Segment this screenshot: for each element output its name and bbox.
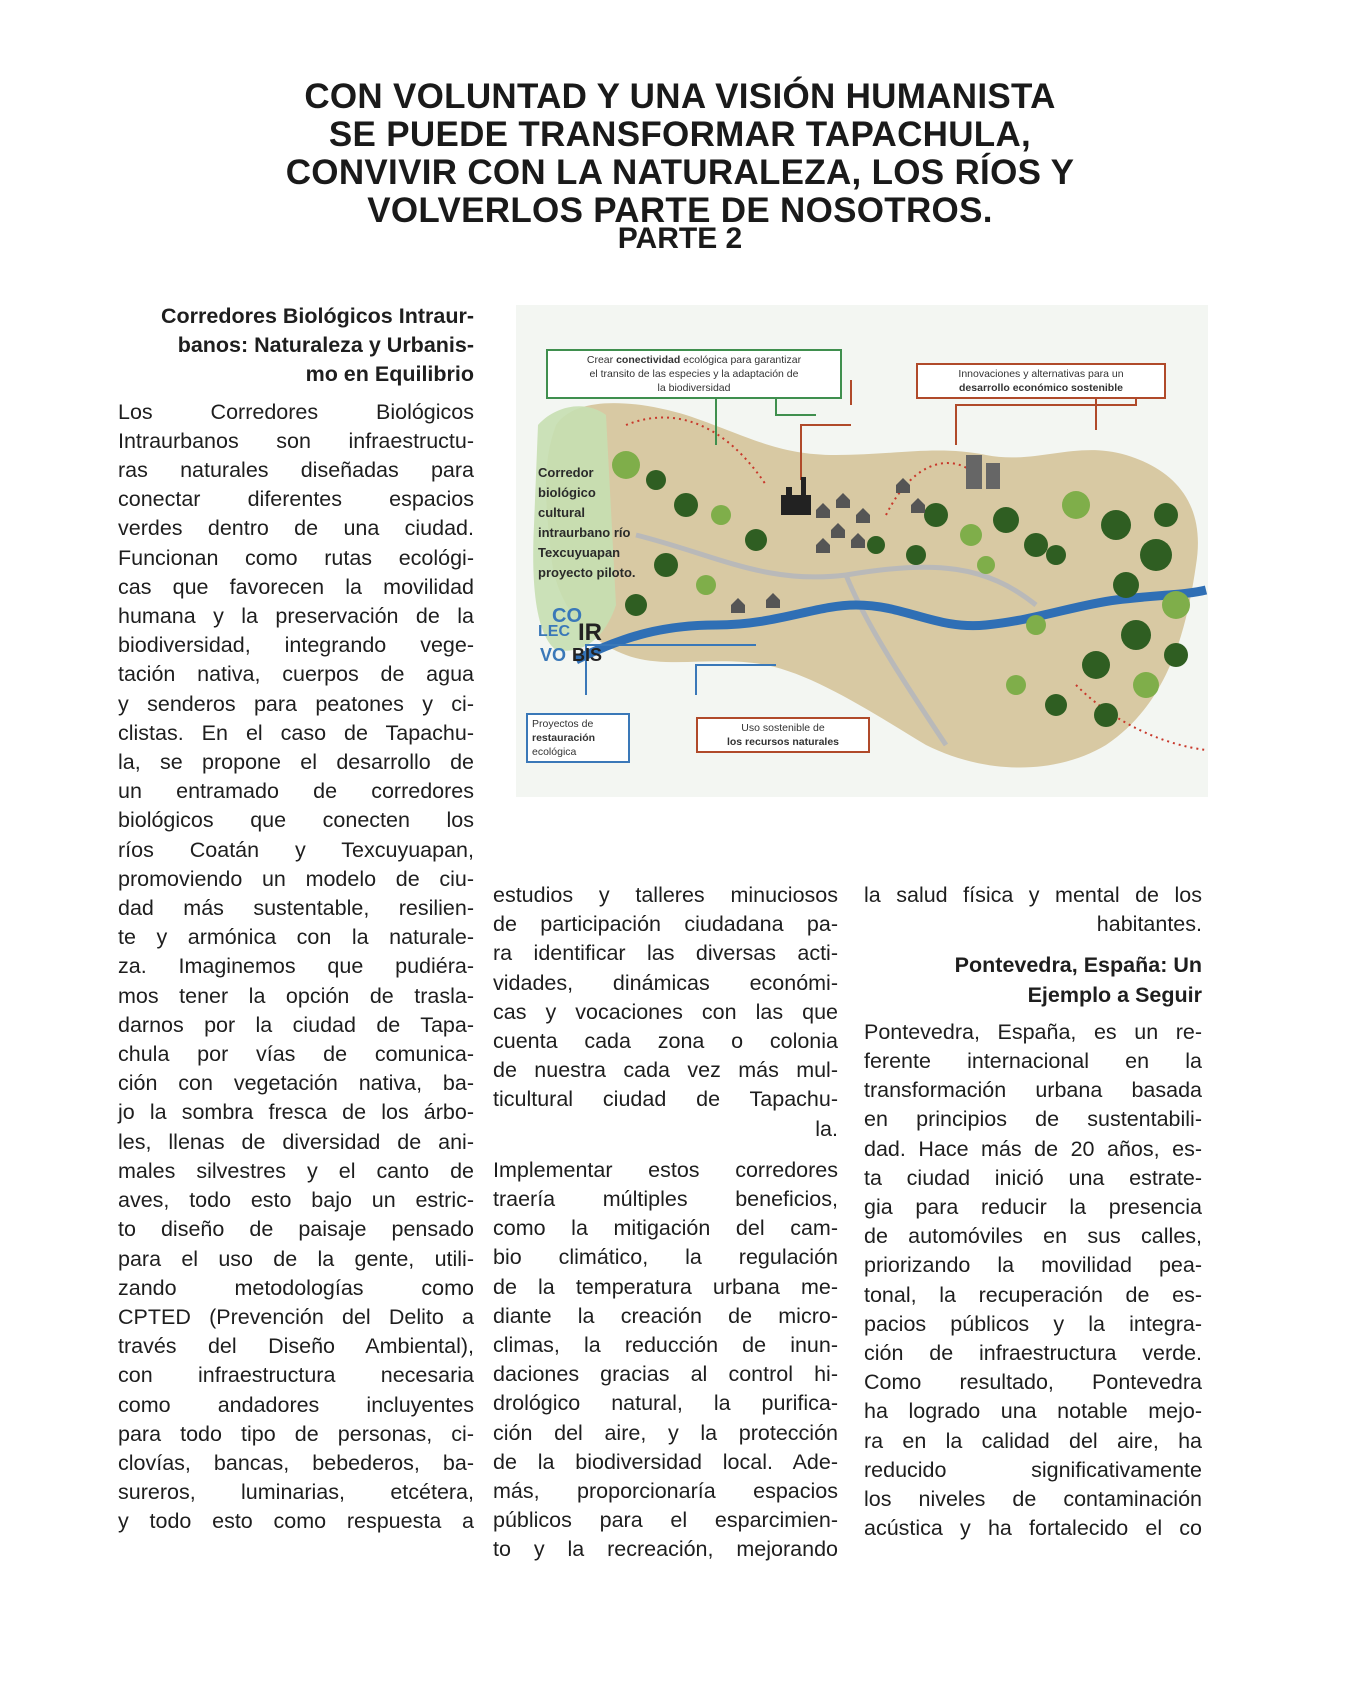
text-line: más, proporcionaría espacios (493, 1479, 838, 1504)
text-line: de nuestra cada vez más mul- (493, 1058, 838, 1083)
text-line: dad más sustentable, resilien- (118, 896, 474, 921)
label-line: los recursos naturales (726, 736, 840, 748)
text-line: bio climático, la regulación (493, 1245, 838, 1270)
text-line: con infraestructura necesaria (118, 1363, 474, 1388)
label-line (552, 353, 836, 367)
text-line: les, llenas de diversidad de ani- (118, 1129, 474, 1154)
label-line: desarrollo económico sostenible (959, 382, 1123, 394)
text-line: clistas. En el caso de Tapachu- (118, 720, 474, 745)
tree-mark (1164, 643, 1188, 667)
text-line: sureros, luminarias, etcétera, (118, 1480, 474, 1505)
paragraph-salud (864, 881, 1202, 939)
tree-mark (646, 470, 666, 490)
text-line: biodiversidad, integrando vege- (118, 633, 474, 658)
tree-mark (1140, 539, 1172, 571)
text-line: zando metodologías como (118, 1275, 474, 1300)
text-line: los niveles de contaminación (864, 1487, 1202, 1512)
tree-mark (1062, 491, 1090, 519)
logo-text: VO (540, 645, 567, 665)
text-line: ra identificar las diversas acti- (493, 941, 838, 966)
tree-mark (1082, 651, 1110, 679)
text-line: la. (815, 1116, 838, 1141)
article-column-2 (493, 881, 838, 1565)
label-text: ecológica para garantizar (680, 354, 802, 366)
title-line-1: CON VOLUNTAD Y UNA VISIÓN HUMANISTA (304, 77, 1056, 116)
text-line: transformación urbana basada (864, 1078, 1202, 1103)
tree-mark (977, 556, 995, 574)
tree-mark (960, 524, 982, 546)
tree-mark (867, 536, 885, 554)
text-line: daciones gracias al control hi- (493, 1362, 838, 1387)
tree-mark (1154, 503, 1178, 527)
title-line-4: VOLVERLOS PARTE DE NOSOTROS. (367, 191, 993, 230)
tree-mark (1162, 591, 1190, 619)
part-label: PARTE 2 (617, 222, 743, 255)
paragraph-beneficios (493, 1156, 838, 1565)
text-line: en principios de sustentabili- (864, 1107, 1202, 1132)
text-line: para el uso de la gente, utili- (118, 1246, 474, 1271)
paragraph-pontevedra (864, 1018, 1202, 1544)
text-line: estudios y talleres minuciosos (493, 883, 838, 907)
text-line: chula por vías de comunica- (118, 1042, 474, 1067)
text-line: drológico natural, la purifica- (493, 1391, 838, 1416)
tree-mark (1024, 533, 1048, 557)
tree-mark (674, 493, 698, 517)
paragraph-estudios (493, 881, 838, 1144)
text-line: ras naturales diseñadas para (118, 458, 474, 483)
label-uso-sostenible (696, 717, 870, 753)
text-line: de la temperatura urbana me- (493, 1274, 838, 1299)
title-line-3: CONVIVIR CON LA NATURALEZA, LOS RÍOS Y (285, 153, 1075, 192)
tree-mark (625, 594, 647, 616)
label-line: restauración (532, 732, 596, 744)
heading-line: Corredores Biológicos Intraur- (161, 304, 474, 328)
corridor-illustration (516, 305, 1208, 797)
heading-line: banos: Naturaleza y Urbanis- (177, 333, 474, 358)
text-line: te y armónica con la naturale- (118, 925, 474, 950)
text-line: jo la sombra fresca de los árbo- (118, 1100, 474, 1125)
text-line: y senderos para peatones y ci- (118, 691, 474, 716)
text-line: tonal, la recuperación de es- (864, 1282, 1202, 1307)
tree-mark (654, 553, 678, 577)
corridor-caption (538, 463, 648, 583)
text-line: traería múltiples beneficios, (493, 1187, 838, 1212)
tree-mark (1094, 703, 1118, 727)
text-line: habitantes. (1096, 912, 1202, 937)
label-line: ecológica (532, 746, 577, 758)
text-line: ha logrado una notable mejo- (864, 1399, 1202, 1424)
text-line: CPTED (Prevención del Delito a (118, 1304, 474, 1329)
text-line: para todo tipo de personas, ci- (118, 1421, 474, 1446)
text-line: gia para reducir la presencia (864, 1195, 1202, 1220)
text-line: mos tener la opción de trasla- (118, 983, 474, 1008)
tree-mark (711, 505, 731, 525)
text-line: cuenta cada zona o colonia (493, 1029, 838, 1054)
text-line: como andadores incluyentes (118, 1392, 474, 1417)
text-line: ferente internacional en la (864, 1049, 1202, 1074)
tree-mark (1133, 672, 1159, 698)
text-line: Intraurbanos son infraestructu- (118, 428, 474, 453)
text-line: darnos por la ciudad de Tapa- (118, 1012, 474, 1037)
tree-mark (1026, 615, 1046, 635)
caption-line: Corredor (538, 465, 594, 480)
text-line: dad. Hace más de 20 años, es- (864, 1136, 1202, 1161)
tree-mark (1006, 675, 1026, 695)
text-line: ta ciudad inició una estrate- (864, 1165, 1202, 1190)
text-line: la salud física y mental de los (864, 883, 1202, 907)
text-line: ción con vegetación nativa, ba- (118, 1071, 474, 1096)
section-heading-pontevedra (864, 951, 1202, 1009)
text-line: ción de infraestructura verde. (864, 1341, 1202, 1366)
article-column-3 (864, 881, 1202, 1543)
logo-text: CO (552, 605, 582, 627)
text-line: priorizando la movilidad pea- (864, 1253, 1202, 1278)
text-line: Funcionan como rutas ecológi- (118, 545, 474, 570)
text-line: de automóviles en sus calles, (864, 1224, 1202, 1249)
text-line: ríos Coatán y Texcuyuapan, (118, 837, 474, 862)
text-line: cas y vocaciones con las que (493, 999, 838, 1024)
tree-mark (1121, 620, 1151, 650)
text-line: través del Diseño Ambiental), (118, 1334, 474, 1359)
label-line: Innovaciones y alternativas para un (958, 368, 1124, 380)
text-line: verdes dentro de una ciudad. (118, 516, 474, 541)
text-line: acústica y ha fortalecido el co (864, 1516, 1202, 1541)
text-line: cas que favorecen la movilidad (118, 574, 474, 599)
text-line: y todo esto como respuesta a (118, 1509, 474, 1534)
text-line: Como resultado, Pontevedra (864, 1370, 1202, 1395)
section-heading-corredores (118, 302, 474, 390)
article-column-1 (118, 302, 474, 1537)
text-line: humana y la preservación de la (118, 604, 474, 629)
tree-mark (696, 575, 716, 595)
text-line: Los Corredores Biológicos (118, 399, 474, 424)
text-line: ticultural ciudad de Tapachu- (493, 1087, 838, 1112)
tree-mark (1113, 572, 1139, 598)
text-line: pacios públicos y la integra- (864, 1311, 1202, 1336)
label-innovaciones (916, 363, 1166, 399)
text-line: aves, todo esto bajo un estric- (118, 1188, 474, 1213)
caption-line: biológico (538, 485, 596, 500)
text-line: diante la creación de micro- (493, 1303, 838, 1328)
text-line: Implementar estos corredores (493, 1157, 838, 1182)
tree-mark (924, 503, 948, 527)
label-text: Crear (586, 354, 617, 366)
logo-text: LEC (538, 623, 570, 640)
text-line: za. Imaginemos que pudiéra- (118, 954, 474, 979)
label-line: Uso sostenible de (741, 722, 825, 734)
heading-line: Ejemplo a Seguir (1027, 982, 1202, 1007)
text-line: to diseño de paisaje pensado (118, 1217, 474, 1242)
caption-line: intraurbano río (538, 525, 631, 540)
text-line: un entramado de corredores (118, 779, 474, 804)
text-line: públicos para el esparcimien- (493, 1508, 838, 1533)
tree-mark (1045, 694, 1067, 716)
tree-mark (1046, 545, 1066, 565)
caption-line: cultural (538, 505, 585, 520)
label-line: la biodiversidad (657, 382, 731, 394)
text-line: climas, la reducción de inun- (493, 1333, 838, 1358)
text-line: tación nativa, cuerpos de agua (118, 662, 474, 687)
tree-mark (1101, 510, 1131, 540)
label-line: Proyectos de (532, 718, 594, 730)
text-line: reducido significativamente (864, 1457, 1202, 1482)
logo-text: BIS (572, 645, 603, 665)
title-line-2: SE PUEDE TRANSFORMAR TAPACHULA, (328, 115, 1032, 154)
text-line: vidades, dinámicas económi- (493, 970, 838, 995)
label-line: el transito de las especies y la adaptación de (589, 368, 799, 380)
text-line: ra en la calidad del aire, ha (864, 1428, 1202, 1453)
text-line: biológicos que conecten los (118, 808, 474, 833)
text-line: males silvestres y el canto de (118, 1158, 474, 1183)
heading-line: mo en Equilibrio (305, 362, 474, 387)
label-restauracion (526, 713, 630, 763)
heading-line: Pontevedra, España: Un (954, 953, 1202, 978)
tree-mark (993, 507, 1019, 533)
label-conectividad (546, 349, 842, 399)
label-bold: conectividad (616, 354, 681, 366)
text-line: ción del aire, y la protección (493, 1420, 838, 1445)
tree-mark (745, 529, 767, 551)
page-title (240, 78, 1120, 230)
text-line: to y la recreación, mejorando (493, 1537, 838, 1562)
text-line: clovías, bancas, bebederos, ba- (118, 1450, 474, 1475)
text-line: Pontevedra, España, es un re- (864, 1019, 1202, 1044)
text-line: conectar diferentes espacios (118, 487, 474, 512)
caption-line: proyecto piloto. (538, 565, 636, 580)
text-line: promoviendo un modelo de ciu- (118, 866, 474, 891)
tree-mark (906, 545, 926, 565)
caption-line: Texcuyuapan (538, 545, 621, 560)
text-line: como la mitigación del cam- (493, 1216, 838, 1241)
colectivo-logo (538, 605, 624, 669)
text-line: la, se propone el desarrollo de (118, 750, 474, 775)
paragraph-corredores (118, 398, 474, 1537)
text-line: de la biodiversidad local. Ade- (493, 1449, 838, 1474)
text-line: de participación ciudadana pa- (493, 912, 838, 937)
logo-text: IR (578, 619, 602, 646)
